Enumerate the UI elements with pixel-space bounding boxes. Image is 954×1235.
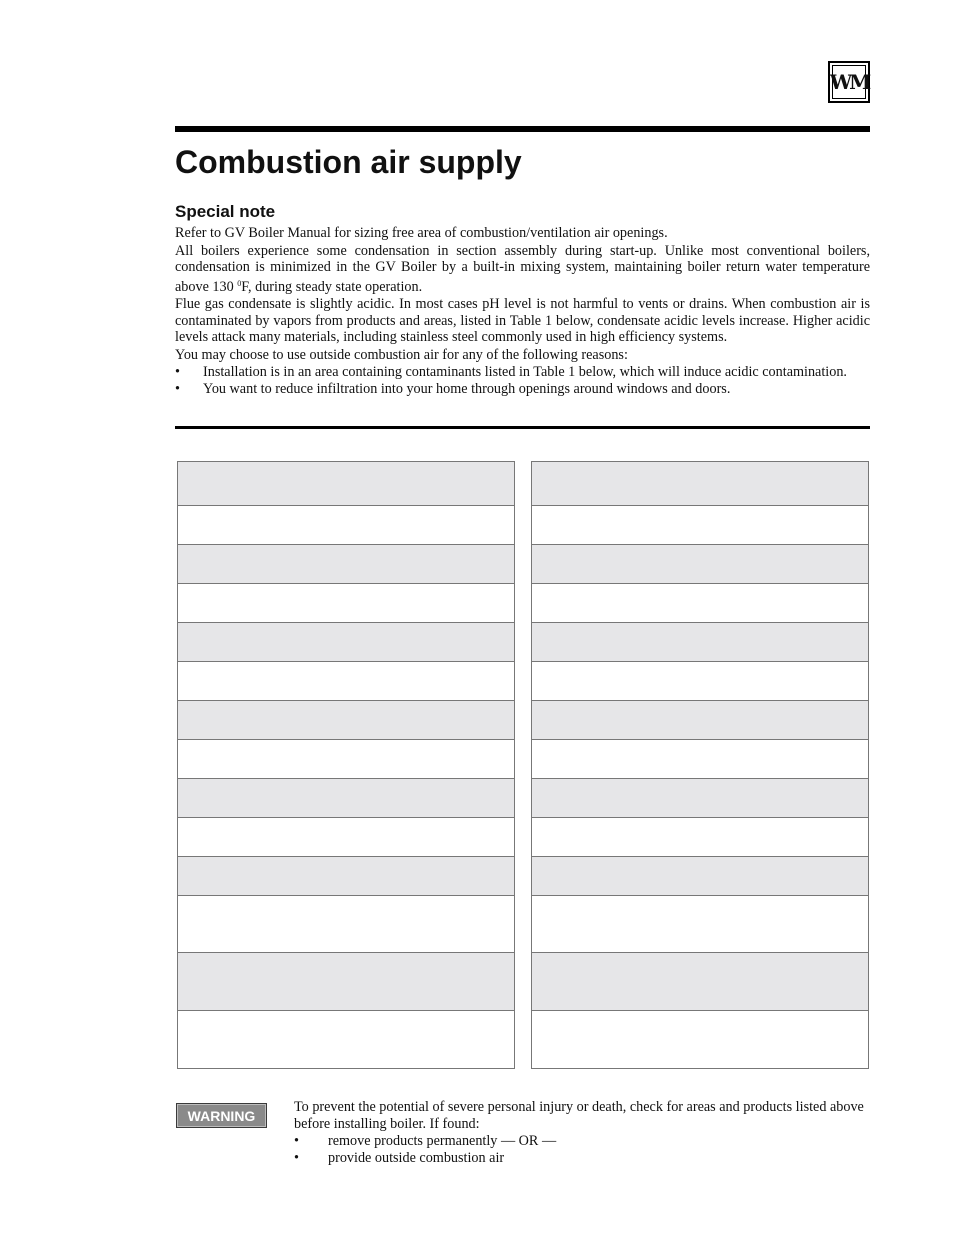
table-row: [178, 545, 514, 584]
bullet-marker: •: [294, 1150, 299, 1166]
bullet-text: remove products permanently — OR —: [328, 1133, 557, 1149]
table-row: [532, 545, 868, 584]
warning-paragraph: To prevent the potential of severe personal injury or death, check for areas and products listed above before installing boiler. If found:: [294, 1099, 864, 1132]
table-row: [178, 779, 514, 818]
logo-mark: [829, 65, 869, 99]
table-row: [532, 701, 868, 740]
table-left: [177, 461, 515, 1069]
bullet-text: Installation is in an area containing contaminants listed in Table 1 below, which will induce acidic contamination.: [203, 364, 847, 380]
bullet-marker: •: [175, 380, 180, 397]
paragraph-refer: Refer to GV Boiler Manual for sizing free area of combustion/ventilation air openings.: [175, 225, 668, 241]
table-row: [532, 623, 868, 662]
section-rule: [175, 426, 870, 429]
bullet-text: provide outside combustion air: [328, 1150, 505, 1166]
table-row: [178, 953, 514, 1011]
table-row: [532, 740, 868, 779]
bullet-text: You want to reduce infiltration into your home through openings around windows and doors.: [203, 380, 731, 397]
table-row: [178, 623, 514, 662]
list-item: [175, 364, 870, 381]
table-row: [532, 584, 868, 623]
table-row: [532, 953, 868, 1011]
logo-text: WM: [829, 70, 869, 94]
special-note-body: [175, 225, 870, 397]
table-row: [178, 818, 514, 857]
list-item: [294, 1133, 870, 1150]
page-title: Combustion air supply: [175, 144, 522, 180]
paragraph-condensation: [175, 243, 870, 296]
paragraph-reasons: You may choose to use outside combustion air for any of the following reasons:: [175, 346, 628, 363]
table-row: [532, 1011, 868, 1068]
paragraph-condensation-tail: F, during steady state operation.: [241, 278, 423, 295]
list-item: [175, 381, 870, 398]
paragraph-condensation-text: All boilers experience some condensation in section assembly during start-up. Unlike most conventional boilers, condensation is minimized in the GV Boiler by a built-in mixing system, maintaining boiler return water temperature above 130: [175, 242, 870, 295]
table-row: [178, 896, 514, 953]
table-header-cell: [178, 462, 514, 506]
list-item: [294, 1150, 870, 1167]
table-row: [178, 740, 514, 779]
table-row: [532, 896, 868, 953]
bullet-marker: •: [175, 364, 180, 380]
table-row: [532, 779, 868, 818]
table-row: [532, 857, 868, 896]
warning-text-block: [294, 1099, 870, 1167]
table-header-cell: [532, 462, 868, 506]
table-right: [531, 461, 869, 1069]
table-row: [532, 818, 868, 857]
table-row: [178, 1011, 514, 1068]
table-row: [532, 506, 868, 545]
warning-badge: WARNING: [176, 1103, 267, 1128]
table-row: [178, 857, 514, 896]
top-rule: [175, 126, 870, 132]
table-row: [178, 701, 514, 740]
degree-superscript: 0: [237, 278, 242, 288]
bullet-marker: •: [294, 1133, 299, 1149]
company-logo: [828, 61, 870, 103]
table-row: [178, 506, 514, 545]
paragraph-flue-gas: Flue gas condensate is slightly acidic. In most cases pH level is not harmful to vents or drains. When combustion air is contaminated by vapors from products and areas, listed in Table 1 below, condensate acidic levels increase. Higher acidic levels attack many materials, including stainless steel commonly used in high efficiency systems.: [175, 296, 870, 345]
table-row: [178, 662, 514, 701]
special-note-heading: Special note: [175, 202, 276, 221]
table-row: [178, 584, 514, 623]
table-row: [532, 662, 868, 701]
